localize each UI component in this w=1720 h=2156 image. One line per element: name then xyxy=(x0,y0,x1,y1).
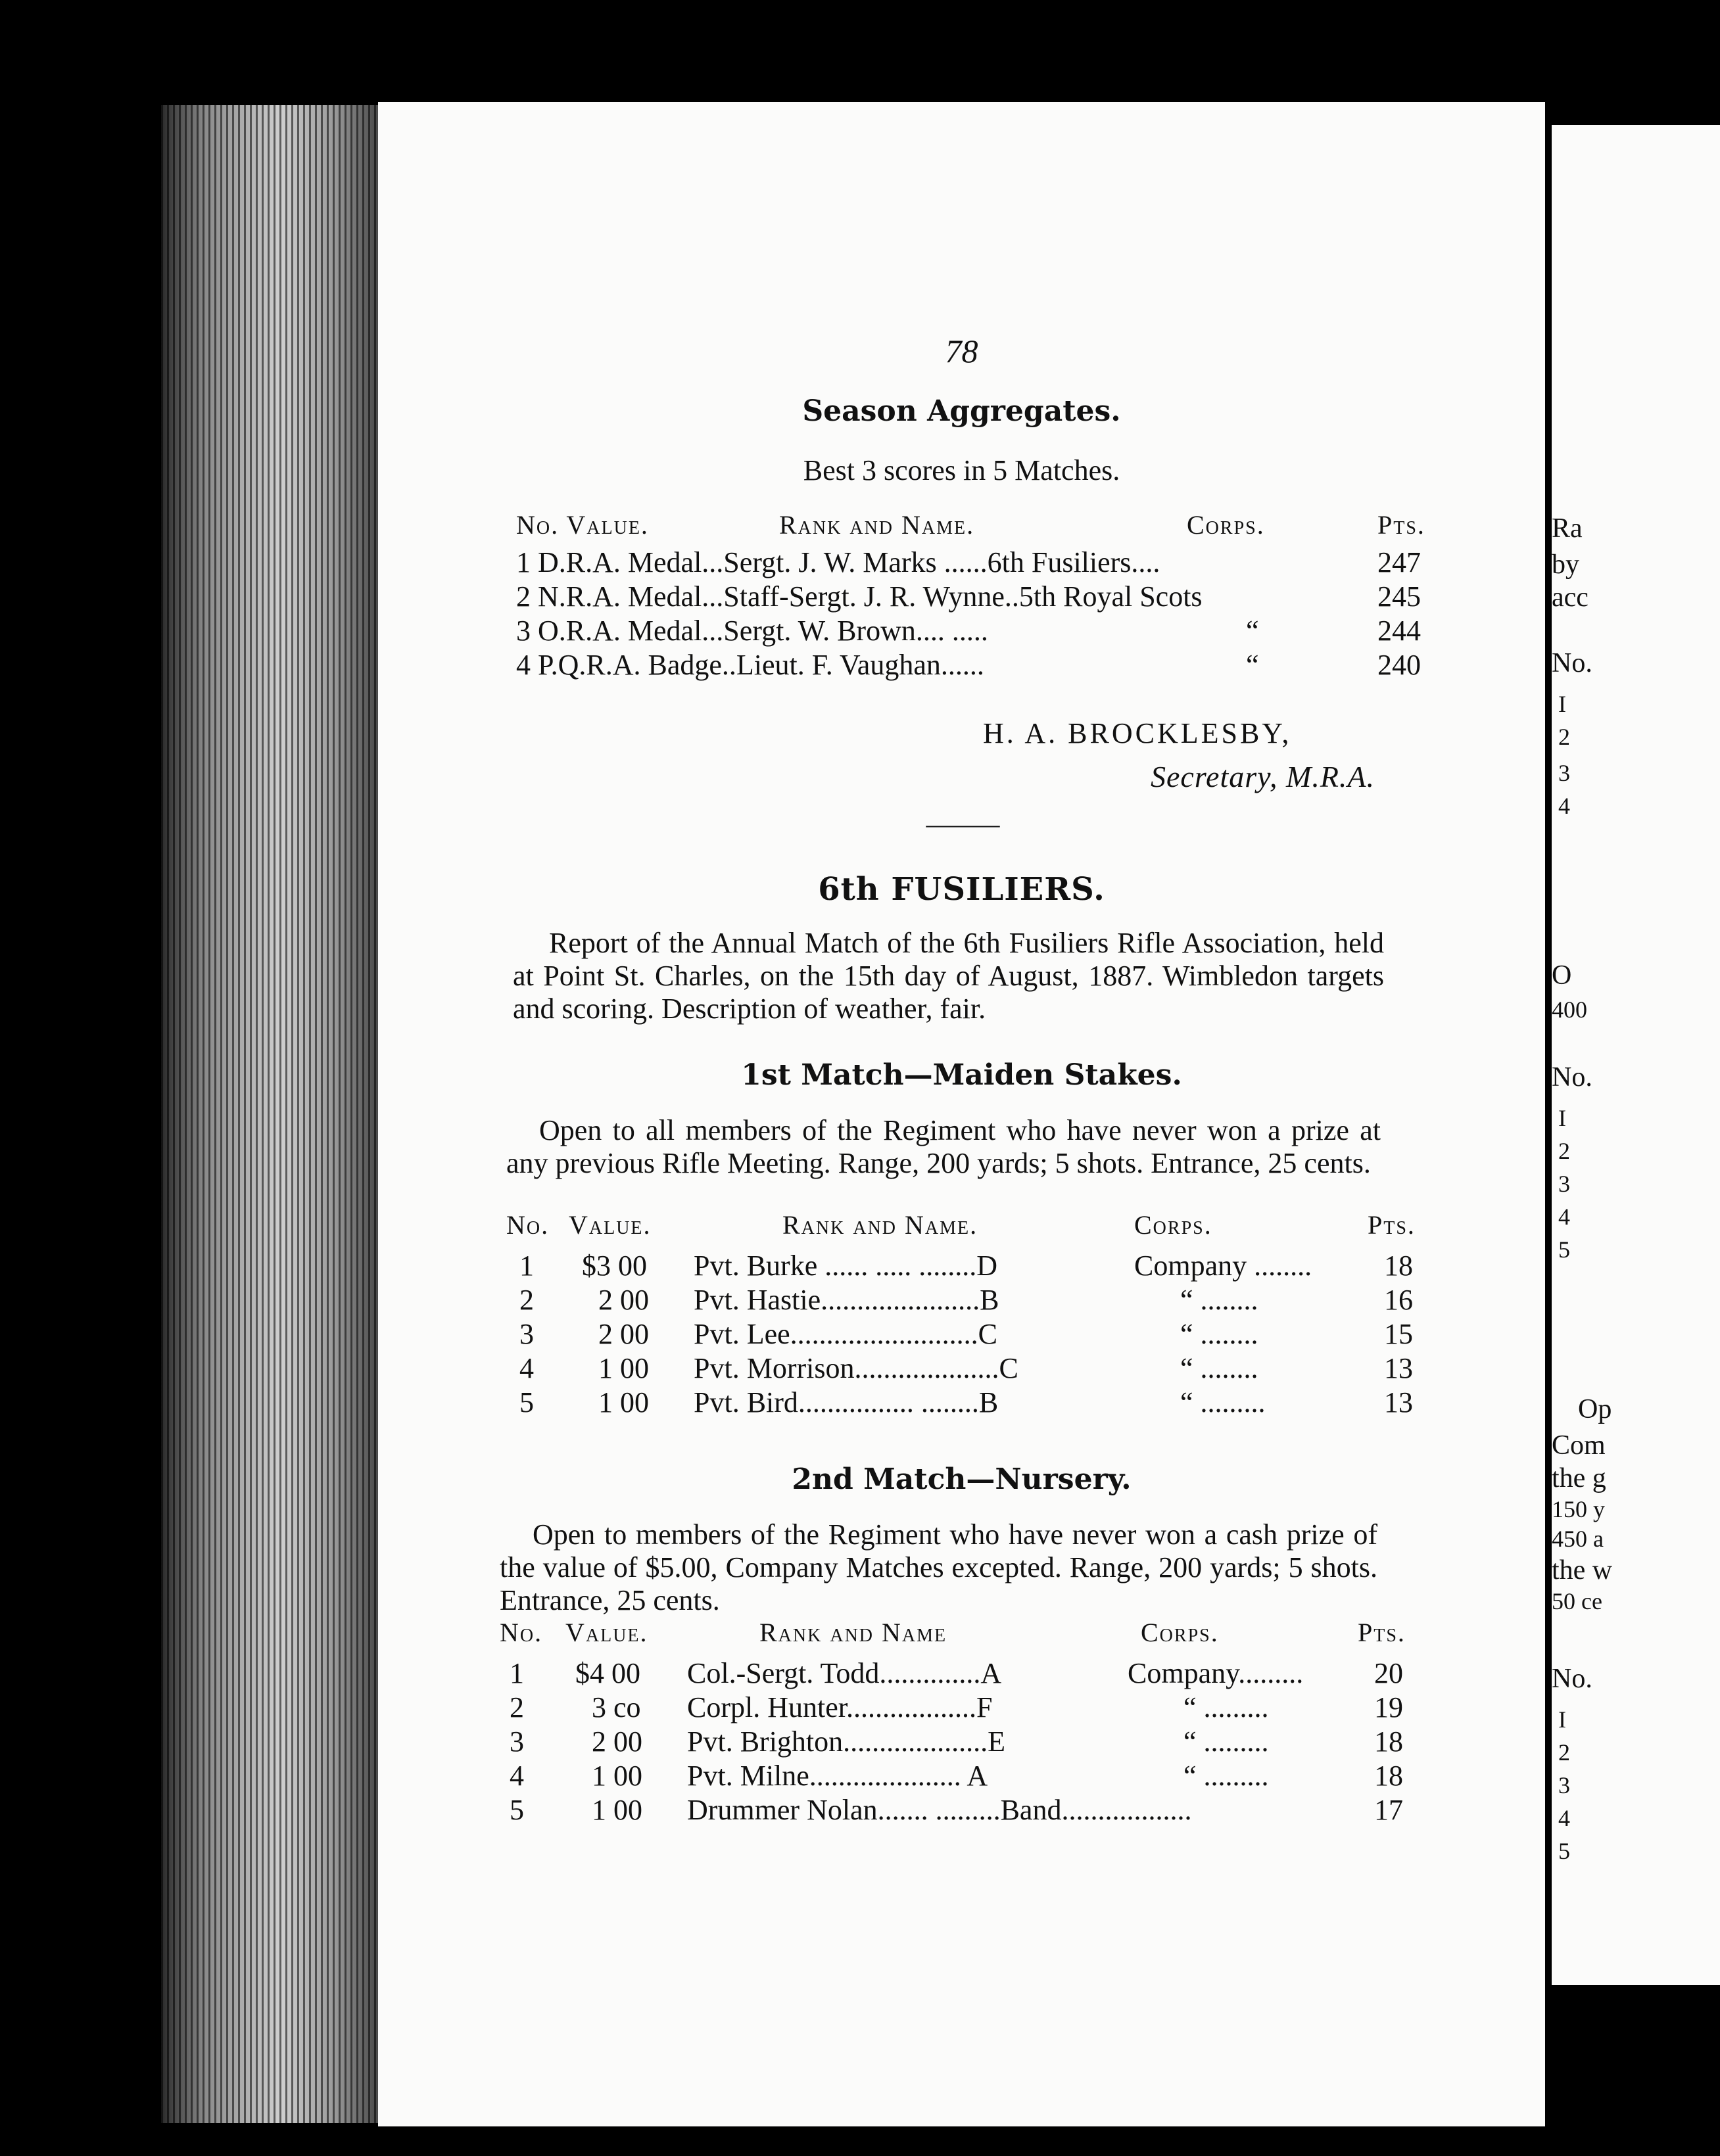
fusiliers-title: 6th FUSILIERS. xyxy=(818,871,1105,908)
header-no: No. xyxy=(500,1618,543,1647)
row-pts: 15 xyxy=(1384,1318,1413,1350)
row-corps: “ ........ xyxy=(1180,1318,1258,1350)
row-corps: “ ......... xyxy=(1180,1386,1266,1418)
row-no: 2 xyxy=(510,1691,524,1723)
row-text: 2 N.R.A. Medal...Staff-Sergt. J. R. Wynne..5th Royal Scots xyxy=(516,580,1203,613)
header-pts: Pts. xyxy=(1358,1618,1406,1647)
fragment: 3 xyxy=(1558,1171,1570,1197)
row-name: Col.-Sergt. Todd..............A xyxy=(687,1657,1002,1689)
row-value: 2 00 xyxy=(598,1284,649,1316)
header-corps: Corps. xyxy=(1187,510,1265,540)
match1-row xyxy=(378,1317,1545,1350)
fragment: 3 xyxy=(1558,1772,1570,1798)
header-no-value: No. Value. xyxy=(516,510,649,540)
header-corps: Corps. xyxy=(1141,1618,1219,1647)
fragment: No. xyxy=(1552,1062,1592,1092)
row-value: 2 00 xyxy=(592,1725,642,1758)
season-row xyxy=(378,546,1545,578)
row-pts: 13 xyxy=(1384,1352,1413,1384)
fragment: 4 xyxy=(1558,1805,1570,1831)
row-text: 4 P.Q.R.A. Badge..Lieut. F. Vaughan...... xyxy=(516,649,984,681)
match2-description: Open to members of the Regiment who have never won a cash prize of the value of $5.00, Company Matches excepted. Range, 200 yards; 5 shots. Entrance, 25 cents. xyxy=(500,1518,1377,1616)
book-binding-edge xyxy=(161,105,378,2123)
fragment: I xyxy=(1558,1105,1566,1131)
row-name: Pvt. Milne..................... A xyxy=(687,1760,988,1792)
match2-row xyxy=(378,1759,1545,1792)
row-corps: “ ........ xyxy=(1180,1284,1258,1316)
fragment: I xyxy=(1558,1706,1566,1733)
row-value: 3 co xyxy=(592,1691,641,1723)
fragment: acc xyxy=(1552,582,1589,613)
match2-row xyxy=(378,1656,1545,1689)
fragment: the w xyxy=(1552,1555,1613,1585)
row-pts: 16 xyxy=(1384,1284,1413,1316)
season-subtitle: Best 3 scores in 5 Matches. xyxy=(803,454,1120,486)
header-pts: Pts. xyxy=(1368,1210,1416,1240)
signatory-name: H. A. BROCKLESBY, xyxy=(983,717,1292,749)
fragment: the g xyxy=(1552,1463,1606,1493)
fragment: No. xyxy=(1552,1664,1592,1694)
row-name: Pvt. Hastie......................B xyxy=(694,1284,999,1316)
row-pts: 18 xyxy=(1374,1725,1403,1758)
fragment: Com xyxy=(1552,1430,1606,1461)
row-pts: 240 xyxy=(1377,649,1421,681)
header-rank-name: Rank and Name. xyxy=(782,1210,978,1240)
row-corps: “ ........ xyxy=(1180,1352,1258,1384)
row-name: Pvt. Burke ...... ..... ........D xyxy=(694,1250,997,1282)
fragment: 150 y xyxy=(1552,1496,1605,1522)
fragment: O xyxy=(1552,960,1572,991)
section-divider: ——— xyxy=(926,809,997,839)
facing-page xyxy=(1552,125,1720,1985)
row-no: 5 xyxy=(510,1794,524,1826)
fragment: 450 a xyxy=(1552,1526,1604,1552)
season-table-header xyxy=(378,509,1545,542)
book-page xyxy=(378,102,1545,2126)
row-no: 3 xyxy=(510,1725,524,1758)
fragment: 5 xyxy=(1558,1236,1570,1263)
row-value: 2 00 xyxy=(598,1318,649,1350)
row-name: Corpl. Hunter..................F xyxy=(687,1691,993,1723)
row-pts: 20 xyxy=(1374,1657,1403,1689)
match2-row xyxy=(378,1793,1545,1826)
row-value: 1 00 xyxy=(592,1760,642,1792)
row-pts: 19 xyxy=(1374,1691,1403,1723)
row-pts: 247 xyxy=(1377,546,1421,578)
header-corps: Corps. xyxy=(1134,1210,1212,1240)
header-no: No. xyxy=(506,1210,550,1240)
fragment: I xyxy=(1558,691,1566,717)
row-corps: Company......... xyxy=(1128,1657,1304,1689)
row-text: 1 D.R.A. Medal...Sergt. J. W. Marks ......6th Fusiliers.... xyxy=(516,546,1160,578)
row-pts: 18 xyxy=(1384,1250,1413,1282)
fragment: 2 xyxy=(1558,1739,1570,1766)
fragment: 4 xyxy=(1558,793,1570,819)
row-value: 1 00 xyxy=(592,1794,642,1826)
row-text: 3 O.R.A. Medal...Sergt. W. Brown.... ..... xyxy=(516,615,988,647)
match1-row xyxy=(378,1386,1545,1418)
header-pts: Pts. xyxy=(1377,510,1425,540)
match2-row xyxy=(378,1725,1545,1758)
row-no: 5 xyxy=(519,1386,534,1418)
fragment: Ra xyxy=(1552,513,1583,544)
fragment: 3 xyxy=(1558,760,1570,786)
row-no: 2 xyxy=(519,1284,534,1316)
fragment: 5 xyxy=(1558,1838,1570,1864)
header-value: Value. xyxy=(569,1210,652,1240)
fragment: by xyxy=(1552,550,1579,580)
page-number: 78 xyxy=(945,333,978,369)
row-pts: 18 xyxy=(1374,1760,1403,1792)
row-pts: 13 xyxy=(1384,1386,1413,1418)
row-value: 1 00 xyxy=(598,1352,649,1384)
row-corps: Company ........ xyxy=(1134,1250,1312,1282)
fragment: 2 xyxy=(1558,1138,1570,1164)
row-value: $3 00 xyxy=(582,1250,647,1282)
row-value: $4 00 xyxy=(575,1657,640,1689)
row-name: Pvt. Lee..........................C xyxy=(694,1318,997,1350)
season-row xyxy=(378,648,1545,681)
match1-table-header xyxy=(378,1209,1545,1242)
fragment: No. xyxy=(1552,648,1592,678)
match1-row xyxy=(378,1351,1545,1384)
fragment: Op xyxy=(1578,1394,1612,1424)
row-value: 1 00 xyxy=(598,1386,649,1418)
row-no: 4 xyxy=(510,1760,524,1792)
match1-description: Open to all members of the Regiment who have never won a prize at any previous Rifle Meeting. Range, 200 yards; 5 shots. Entrance, 25 cents. xyxy=(506,1114,1381,1179)
row-no: 4 xyxy=(519,1352,534,1384)
row-corps-ditto: “ xyxy=(1246,649,1259,681)
fusiliers-report: Report of the Annual Match of the 6th Fusiliers Rifle Association, held at Point St. Charles, on the 15th day of August, 1887. Wimbledon targets and scoring. Description of weather, fair. xyxy=(513,927,1384,1025)
match2-row xyxy=(378,1691,1545,1723)
row-corps: “ ......... xyxy=(1183,1760,1269,1792)
row-no: 1 xyxy=(519,1250,534,1282)
row-pts: 245 xyxy=(1377,580,1421,613)
row-no: 1 xyxy=(510,1657,524,1689)
row-name: Drummer Nolan....... .........Band.................. xyxy=(687,1794,1192,1826)
match1-title: 1st Match—Maiden Stakes. xyxy=(741,1058,1182,1092)
row-corps: “ ......... xyxy=(1183,1691,1269,1723)
match2-title: 2nd Match—Nursery. xyxy=(792,1463,1132,1496)
match2-table-header xyxy=(378,1617,1545,1650)
season-title: Season Aggregates. xyxy=(802,394,1121,428)
match1-row xyxy=(378,1283,1545,1316)
row-name: Pvt. Bird................ ........B xyxy=(694,1386,999,1418)
row-pts: 244 xyxy=(1377,615,1421,647)
season-row xyxy=(378,614,1545,647)
row-pts: 17 xyxy=(1374,1794,1403,1826)
header-rank-name: Rank and Name. xyxy=(779,510,975,540)
header-value: Value. xyxy=(565,1618,648,1647)
signatory-title: Secretary, M.R.A. xyxy=(1151,760,1375,793)
fragment: 400 xyxy=(1552,996,1587,1023)
match1-row xyxy=(378,1249,1545,1282)
row-no: 3 xyxy=(519,1318,534,1350)
header-rank-name: Rank and Name xyxy=(759,1618,947,1647)
fragment: 50 ce xyxy=(1552,1588,1602,1614)
row-corps: “ ......... xyxy=(1183,1725,1269,1758)
row-corps-ditto: “ xyxy=(1246,615,1259,647)
row-name: Pvt. Morrison....................C xyxy=(694,1352,1018,1384)
fragment: 4 xyxy=(1558,1204,1570,1230)
season-row xyxy=(378,580,1545,613)
fragment: 2 xyxy=(1558,724,1570,750)
row-name: Pvt. Brighton....................E xyxy=(687,1725,1006,1758)
